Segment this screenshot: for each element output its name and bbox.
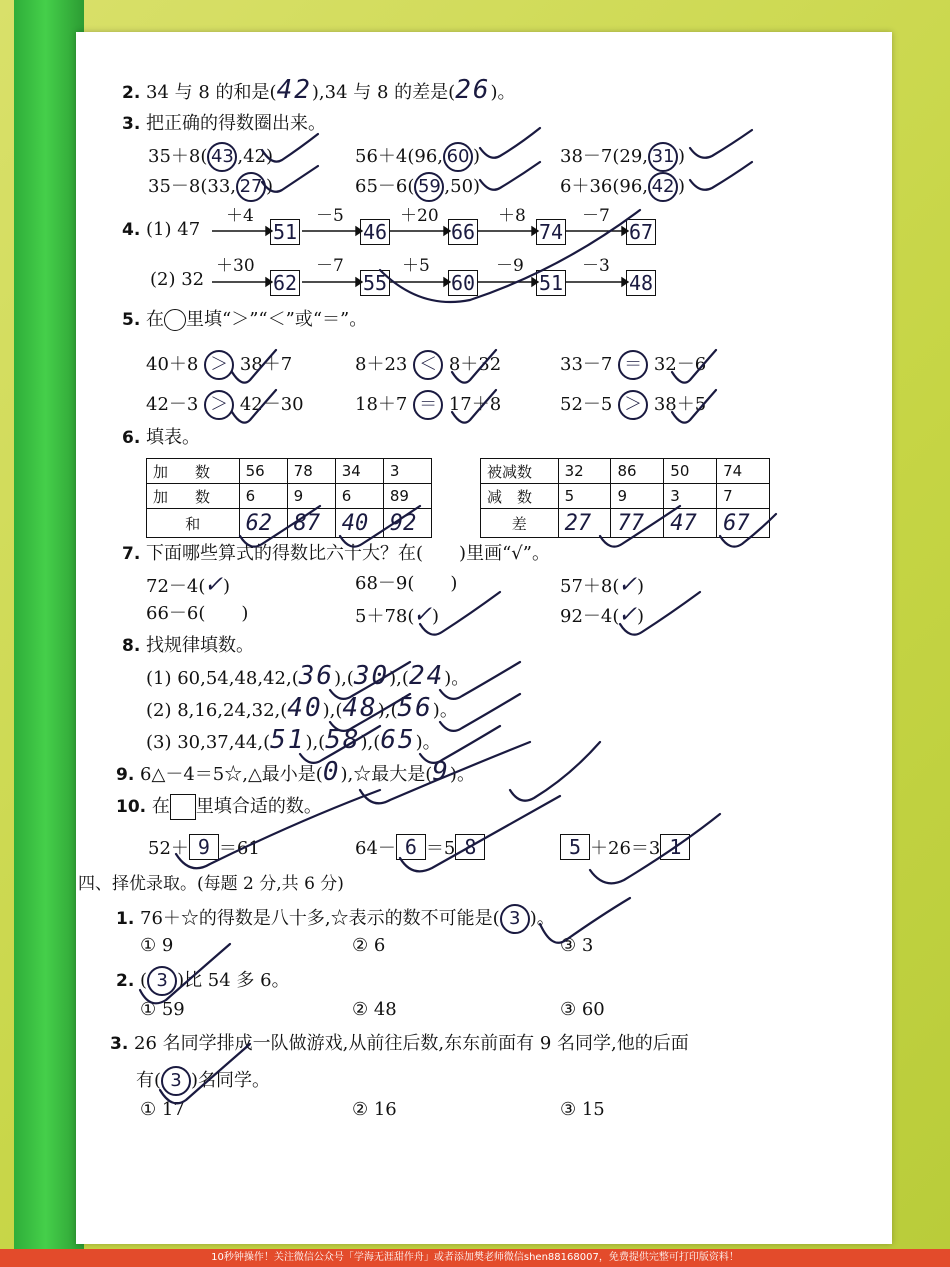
q8-seq: (2) 8,16,24,32,(	[146, 700, 288, 721]
checkmark-icon: ✓	[619, 599, 638, 629]
q3-number: 3.	[122, 114, 141, 134]
q3-item-text: ,42)	[237, 146, 274, 167]
q4-answer-box: 66	[448, 219, 478, 245]
table-cell: 6	[335, 484, 383, 509]
sec4-q2-text-b: )比 54 多 6。	[177, 970, 290, 991]
option: ② 48	[352, 999, 397, 1020]
table-header: 被减数	[481, 459, 559, 484]
q10-title-a: 在	[151, 796, 170, 817]
q4-answer-box: 60	[448, 270, 478, 296]
table-header: 加 数	[147, 484, 240, 509]
q8-answer: 58	[325, 725, 361, 755]
q7-close: )	[223, 576, 231, 597]
q5-title-b: 里填“＞”“＜”或“＝”。	[186, 309, 368, 330]
q5-answer: ＞	[204, 350, 234, 380]
check-icon	[720, 514, 776, 547]
flow-arrows	[212, 227, 628, 286]
table-cell: 7	[717, 484, 770, 509]
q9-answer-triangle: 0	[322, 757, 341, 787]
q3-item-text: 6＋36(96,	[560, 176, 649, 197]
q3-item-text: 38－7(29,	[560, 146, 649, 167]
q3-item-text: 56＋4(96,	[355, 146, 444, 167]
q5-right: 42－30	[239, 394, 304, 415]
q8-answer: 40	[287, 693, 323, 723]
option: ② 6	[352, 935, 386, 956]
sec4-q1-number: 1.	[116, 909, 135, 929]
table-cell: 89	[383, 484, 431, 509]
check-icon	[672, 350, 716, 383]
check-icon	[360, 742, 530, 803]
handwritten-answer: 67	[723, 510, 750, 536]
q4-answer-box: 74	[536, 219, 566, 245]
arrow-head-icon	[532, 227, 538, 235]
q8-seq: (3) 30,37,44,(	[146, 732, 271, 753]
q2-text-c: )。	[490, 82, 516, 103]
table-header: 和	[147, 509, 240, 538]
table-header: 减 数	[481, 484, 559, 509]
check-icon	[176, 790, 380, 868]
check-icon	[340, 506, 420, 547]
sec4-q2-number: 2.	[116, 971, 135, 991]
check-icon	[262, 134, 318, 162]
table-cell: 32	[558, 459, 611, 484]
q10-text: ＝5	[425, 838, 456, 859]
q8-number: 8.	[122, 636, 141, 656]
q3-item-text: ,50)	[444, 176, 481, 197]
q2-text-a: 34 与 8 的和是(	[146, 82, 277, 103]
option: ③ 15	[560, 1099, 605, 1120]
table-header: 加 数	[147, 459, 240, 484]
q3-item-text: 35－8(33,	[148, 176, 237, 197]
q9-answer-star: 9	[432, 757, 450, 787]
q10-number: 10.	[116, 797, 147, 817]
section-4-title: 四、择优录取。(每题 2 分,共 6 分)	[78, 874, 344, 894]
q5-right: 38＋5	[653, 394, 707, 415]
q8-row: (2) 8,16,24,32,(40),(48),(56)。	[146, 693, 458, 723]
q8-answer: 56	[397, 693, 433, 723]
q4-answer-box: 46	[360, 219, 390, 245]
option: ③ 3	[560, 935, 594, 956]
table-cell: 3	[383, 459, 431, 484]
sec4-q3-text-b: )名同学。	[191, 1070, 271, 1091]
check-icon	[420, 726, 500, 763]
q4-answer-box: 62	[270, 270, 300, 296]
q3-circled-answer: 42	[648, 172, 678, 202]
q2-text-b: ),34 与 8 的差是(	[311, 82, 456, 103]
q3-circled-answer: 31	[648, 142, 678, 172]
q10-text: 64－	[355, 838, 396, 859]
q8-answer: 24	[408, 661, 445, 691]
q8-title: 找规律填数。	[146, 635, 255, 656]
q5-right: 8＋32	[448, 354, 502, 375]
q3-item-text: )	[473, 146, 481, 167]
table-cell: 9	[287, 484, 335, 509]
q4-op: －9	[496, 256, 524, 276]
q8-row: (1) 60,54,48,42,(36),(30),(24)。	[146, 661, 470, 691]
q4-op: ＋5	[402, 256, 430, 276]
q3-item-text: 35＋8(	[148, 146, 208, 167]
check-icon	[240, 506, 320, 547]
check-icon	[420, 592, 500, 635]
check-icon	[232, 390, 276, 423]
q5-left: 33－7	[560, 354, 613, 375]
q8-seq: (1) 60,54,48,42,(	[146, 668, 299, 689]
q5-answer: ＜	[413, 350, 443, 380]
check-icon	[160, 1044, 250, 1103]
sec4-q1-answer: 3	[500, 904, 530, 934]
q9-number: 9.	[116, 765, 135, 785]
q5-answer: ＞	[204, 390, 234, 420]
sec4-q2-text-a: (	[140, 970, 148, 991]
check-icon	[620, 592, 700, 635]
arrow-head-icon	[266, 227, 272, 235]
check-icon	[440, 662, 520, 699]
sec4-q3-text-a: 有(	[136, 1070, 162, 1091]
q7-expr: 72－4(	[146, 576, 206, 597]
q4-answer-box: 48	[626, 270, 656, 296]
q7-close: )	[241, 603, 249, 624]
check-icon	[140, 944, 230, 1003]
arrow-head-icon	[356, 278, 362, 286]
q4-op: －3	[582, 256, 610, 276]
q5-right: 38＋7	[239, 354, 293, 375]
q5-right: 17＋8	[448, 394, 502, 415]
q6-title: 填表。	[146, 427, 201, 448]
q5-answer: ＝	[413, 390, 443, 420]
q4-number: 4.	[122, 220, 141, 240]
q7-close: )	[432, 606, 440, 627]
q5-right: 32－6	[653, 354, 707, 375]
handwritten-answer: 77	[617, 510, 644, 536]
check-icon	[330, 662, 410, 699]
table-cell: 78	[287, 459, 335, 484]
q4-answer-box: 67	[626, 219, 656, 245]
q4-row1-start: (1) 47	[146, 219, 201, 240]
q2-number: 2.	[122, 83, 141, 103]
q5-number: 5.	[122, 310, 141, 330]
check-icon	[510, 742, 600, 801]
check-icon	[452, 390, 496, 423]
sec4-q1-text: 76＋☆的得数是八十多,☆表示的数不可能是(	[140, 908, 500, 929]
handwritten-answer: 40	[341, 510, 369, 536]
q3-circled-answer: 43	[207, 142, 237, 172]
q7-expr: 68－9(	[355, 573, 415, 594]
table-cell: 86	[611, 459, 664, 484]
table-cell: 5	[558, 484, 611, 509]
q4-op: －7	[582, 206, 610, 226]
q7-number: 7.	[122, 544, 141, 564]
q10-answer-box: 8	[455, 834, 485, 860]
teacher-checkmarks	[140, 128, 776, 1103]
q5-title-a: 在	[146, 309, 165, 330]
arrow-head-icon	[356, 227, 362, 235]
option: ① 59	[140, 999, 185, 1020]
q8-answer: 30	[353, 661, 390, 691]
handwritten-answer: 87	[293, 510, 321, 536]
q3-item-text: )	[678, 146, 686, 167]
table-cell: 56	[239, 459, 287, 484]
q7-expr: 57＋8(	[560, 576, 620, 597]
q7-close: )	[637, 576, 645, 597]
q4-row2-start: (2) 32	[150, 269, 205, 290]
q8-answer: 48	[342, 693, 378, 723]
q7-expr: 66－6(	[146, 603, 206, 624]
q3-item-text: )	[266, 176, 274, 197]
q9-text-b: ),☆最大是(	[340, 764, 433, 785]
q4-op: ＋8	[498, 206, 526, 226]
q8-answer: 36	[298, 661, 335, 691]
check-icon	[232, 350, 276, 383]
sec4-q3-answer: 3	[161, 1066, 191, 1096]
table-cell: 6	[239, 484, 287, 509]
q5-answer: ＞	[618, 390, 648, 420]
q10-text: ＝61	[218, 838, 260, 859]
handwritten-answer: 62	[245, 510, 273, 536]
sec4-q3-line1: 26 名同学排成一队做游戏,从前往后数,东东前面有 9 名同学,他的后面	[134, 1033, 689, 1054]
sec4-q1-end: )。	[529, 908, 555, 929]
q2-answer-sum: 42	[276, 75, 312, 105]
q9-text-c: )。	[449, 764, 475, 785]
q4-op: ＋30	[216, 256, 255, 276]
table-header: 差	[481, 509, 559, 538]
table-cell: 9	[611, 484, 664, 509]
arrow-head-icon	[444, 227, 450, 235]
table-cell: 74	[717, 459, 770, 484]
arrow-head-icon	[266, 278, 272, 286]
option: ① 17	[140, 1099, 185, 1120]
q4-op: －7	[316, 256, 344, 276]
q4-answer-box: 51	[536, 270, 566, 296]
q10-title-b: 里填合适的数。	[195, 796, 322, 817]
check-icon	[672, 390, 716, 423]
check-icon	[400, 796, 560, 871]
q5-left: 18＋7	[355, 394, 408, 415]
sec4-q3-number: 3.	[110, 1034, 129, 1054]
option: ① 9	[140, 935, 174, 956]
q3-item-text: 65－6(	[355, 176, 415, 197]
table-cell: 34	[335, 459, 383, 484]
option: ② 16	[352, 1099, 397, 1120]
q7-title: 下面哪些算式的得数比六十大？在( )里画“√”。	[146, 543, 550, 564]
q4-op: －5	[316, 206, 344, 226]
q4-op: ＋4	[226, 206, 254, 226]
q10-answer-box: 1	[660, 834, 690, 860]
q10-text: 52＋	[148, 838, 189, 859]
q5-left: 40＋8	[146, 354, 199, 375]
checkmark-icon: ✓	[205, 569, 224, 599]
check-icon	[380, 210, 640, 302]
q9-text-a: 6△－4＝5☆,△最小是(	[140, 764, 323, 785]
q3-item-text: )	[678, 176, 686, 197]
check-icon	[480, 128, 540, 158]
q2-answer-diff: 26	[455, 75, 491, 105]
q4-answer-box: 51	[270, 219, 300, 245]
handwritten-answer: 27	[564, 510, 592, 536]
q7-close: )	[450, 573, 458, 594]
q10-answer-box: 6	[396, 834, 426, 860]
q3-circled-answer: 59	[414, 172, 444, 202]
q10-text: ＋26＝3	[590, 838, 661, 859]
check-icon	[540, 898, 630, 943]
q7-expr: 5＋78(	[355, 606, 415, 627]
handwritten-answer: 92	[389, 510, 417, 536]
check-icon	[690, 162, 752, 190]
q5-left: 8＋23	[355, 354, 408, 375]
q8-answer: 51	[270, 725, 306, 755]
q10-answer-box: 5	[560, 834, 590, 860]
table-cell: 3	[664, 484, 717, 509]
sec4-q2-answer: 3	[147, 966, 177, 996]
q8-answer: 65	[380, 725, 416, 755]
q3-circled-answer: 27	[236, 172, 266, 202]
q5-answer: ＝	[618, 350, 648, 380]
check-icon	[590, 814, 720, 883]
q7-expr: 92－4(	[560, 606, 620, 627]
checkmark-icon: ✓	[414, 599, 433, 629]
q8-row: (3) 30,37,44,(51),(58),(65)。	[146, 725, 441, 755]
q6-number: 6.	[122, 428, 141, 448]
arrow-head-icon	[622, 278, 628, 286]
q10-answer-box: 9	[189, 834, 219, 860]
arrow-head-icon	[532, 278, 538, 286]
arrow-head-icon	[622, 227, 628, 235]
check-icon	[262, 166, 318, 192]
q4-op: ＋20	[400, 206, 439, 226]
q5-left: 52－5	[560, 394, 613, 415]
option: ③ 60	[560, 999, 605, 1020]
footer-banner: 10秒钟操作！关注微信公众号「学海无涯甜作舟」或者添加樊老师微信shen88168007，免费提供完整可打印版资料！	[0, 1249, 950, 1267]
check-icon	[690, 130, 752, 158]
check-icon	[480, 162, 540, 190]
q3-title: 把正确的得数圈出来。	[146, 113, 327, 134]
check-icon	[600, 506, 680, 547]
q5-left: 42－3	[146, 394, 199, 415]
q3-circled-answer: 60	[443, 142, 473, 172]
q7-close: )	[637, 606, 645, 627]
arrow-head-icon	[444, 278, 450, 286]
handwritten-answer: 47	[670, 510, 697, 536]
table-cell: 50	[664, 459, 717, 484]
checkmark-icon: ✓	[619, 569, 638, 599]
check-icon	[452, 350, 496, 383]
q4-answer-box: 55	[360, 270, 390, 296]
